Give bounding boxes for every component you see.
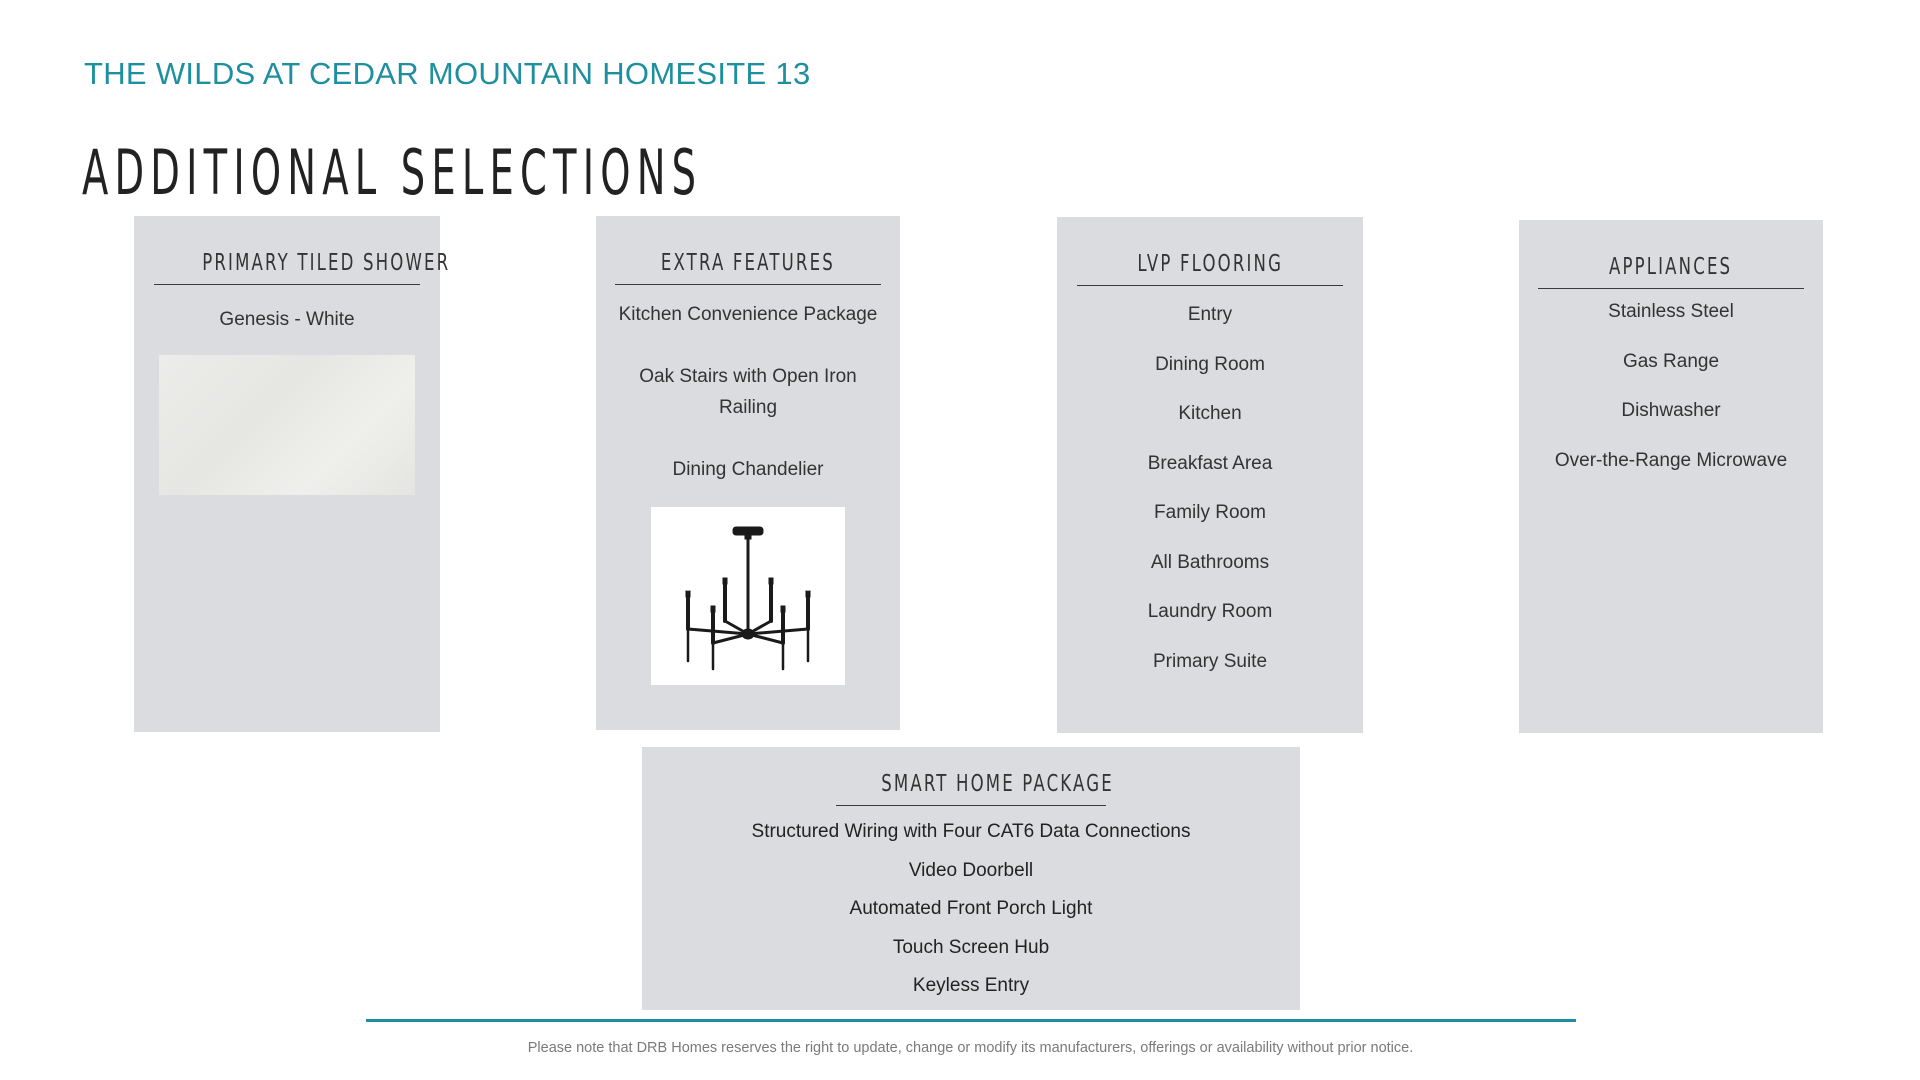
list-item: Primary Suite: [1152, 650, 1268, 672]
list-item: Stainless Steel: [1608, 301, 1734, 322]
footer-divider: [366, 1019, 1576, 1022]
list-item: All Bathrooms: [1150, 551, 1270, 573]
list-item: Breakfast Area: [1147, 452, 1273, 474]
list-item: Dining Room: [1155, 353, 1265, 375]
list-item: Touch Screen Hub: [892, 936, 1050, 958]
list-item: Dishwasher: [1621, 400, 1721, 421]
list-item: Gas Range: [1622, 350, 1720, 372]
card-smart-home-package: [642, 747, 1300, 1010]
list-item: Laundry Room: [1147, 601, 1273, 622]
footer-disclaimer: Please note that DRB Homes reserves the right to update, change or modify its manufacturers, offerings or availability without prior notice.: [527, 1040, 1414, 1056]
list-item: Kitchen: [1178, 403, 1242, 424]
card-heading: APPLIANCES: [1538, 254, 1804, 289]
page-title: ADDITIONAL SELECTIONS: [82, 135, 703, 209]
list-item: Dining Chandelier: [672, 459, 824, 480]
card-lvp-flooring: [1057, 217, 1363, 733]
appliances-list: [1555, 297, 1787, 495]
card-appliances: [1519, 220, 1823, 733]
flooring-room-list: [1148, 300, 1273, 696]
smart-home-list: [752, 820, 1191, 1013]
list-item: Keyless Entry: [912, 975, 1030, 996]
list-item: Kitchen Convenience Package: [618, 304, 878, 325]
chandelier-image: [651, 507, 845, 685]
card-extra-features: [596, 216, 900, 730]
card-primary-tiled-shower: [134, 216, 451, 732]
shower-selection-list: [219, 309, 354, 331]
tile-swatch-image: [159, 355, 415, 495]
chandelier-icon: [663, 511, 833, 681]
card-heading: SMART HOME PACKAGE: [836, 771, 1106, 806]
card-heading: EXTRA FEATURES: [615, 250, 881, 285]
list-item: Oak Stairs with Open Iron Railing: [639, 366, 857, 418]
list-item: Genesis - White: [219, 309, 355, 330]
list-item: Structured Wiring with Four CAT6 Data Connections: [751, 821, 1191, 842]
card-heading: LVP FLOORING: [1077, 251, 1343, 286]
card-heading: PRIMARY TILED SHOWER: [154, 250, 420, 285]
list-item: Over-the-Range Microwave: [1554, 449, 1788, 471]
list-item: Family Room: [1154, 502, 1266, 523]
extra-features-list: [618, 299, 878, 485]
community-subtitle: THE WILDS AT CEDAR MOUNTAIN HOMESITE 13: [84, 56, 811, 91]
list-item: Entry: [1187, 304, 1233, 325]
list-item: Automated Front Porch Light: [849, 898, 1093, 919]
list-item: Video Doorbell: [908, 859, 1034, 881]
